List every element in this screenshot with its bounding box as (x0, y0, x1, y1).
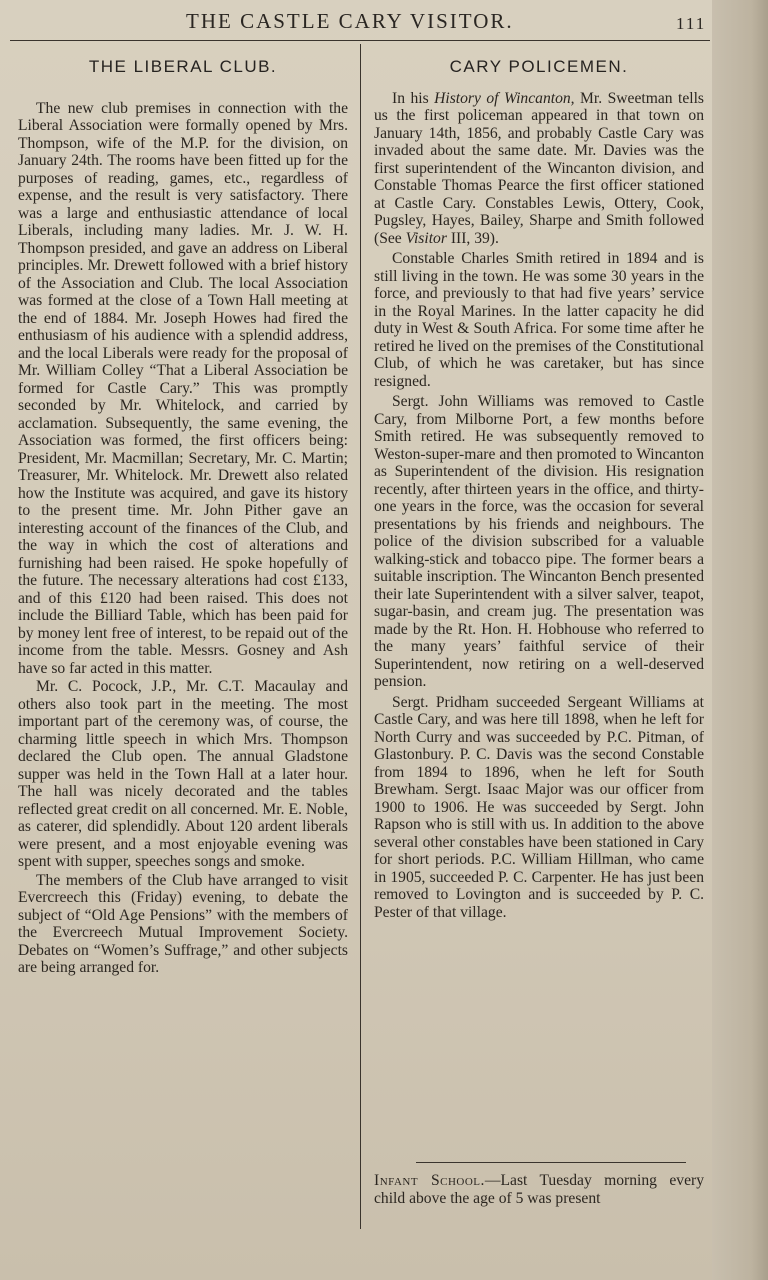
article-paragraph: The new club premises in connection with the Liberal Association were formally opened by Mrs. Thompson, wife of the M.P. for the division, on January 24th. The rooms have been fitted up for the purposes of reading, games, etc., regardless of expense, and the result is very satisfactory. There was a large and enthusiastic attendance of local Liberals, including many ladies. Mr. J. W. H. Thompson presided, and gave an address on Liberal principles. Mr. Drewett followed with a brief history of the Association and Club. The local Association was formed at the close of a Town Hall meeting at the end of 1884. Mr. Joseph Howes had fired the enthusiasm of his audience with a splendid address, and the local Liberals were ready for the proposal of Mr. William Colley “That a Liberal Association be formed for Castle Cary.” This was promptly seconded by Mr. Whitelock, and carried by acclamation. Subsequently, the same evening, the Association was formed, the first officers being: President, Mr. Macmillan; Secretary, Mr. C. Martin; Treasurer, Mr. Whitelock. Mr. Drewett also related how the Institute was acquired, and gave its history to the present time. Mr. John Pither gave an interesting account of the finances of the Club, and the way in which the cost of alterations and furnishing had been raised. He spoke hopefully of the future. The necessary alterations had cost £133, and of this £120 had been raised. This does not include the Billiard Table, which has been paid for by money lent free of interest, to be repaid out of the income from the table. Messrs. Gosney and Ash have so far acted in this matter. (18, 99, 348, 677)
running-title: THE CASTLE CARY VISITOR. (186, 9, 514, 33)
column-divider (360, 44, 361, 1229)
note-text: —Last Tuesday morning every child above the age of 5 was present (374, 1172, 704, 1207)
article-paragraph: Sergt. John Williams was removed to Castle Cary, from Milborne Port, a few months before Smith retired. He was subsequently removed to Weston-super-mare and then promoted to Wincanton as Superintendent of the division. His resignation recently, after thirteen years in the office, and thirty-one years in the force, was the occasion for several presentations by his friends and neighbours. The police of the division subscribed for a valuable walking-stick and tobacco pipe. The former bears a suitable inscription. The Wincanton Bench presented their late Superintendent with a silver salver, teapot, sugar-basin, and cream jug. The presentation was made by the Rt. Hon. H. Hobhouse who referred to the many years’ faithful service of their Superintendent, now retiring on a well-deserved pension. (374, 393, 704, 690)
article-paragraph: Constable Charles Smith retired in 1894 and is still living in the town. He was some 30 years in the force, and previously to that had five years’ service in the Royal Marines. In the latter capacity he did duty in West & South Africa. For some time after he retired he lived on the premises of the Constitutional Club, of which he was caretaker, but has since resigned. (374, 250, 704, 390)
header-rule (10, 40, 710, 41)
intro-text: Mr. Sweetman tells us the first policeman appeared in that town on January 14th, 1856, and probably Castle Cary was invaded about the same date. Mr. Davies was the first superintendent of the Wincanton division, and Constable Thomas Pearce the first officer stationed at Castle Cary. Constables Lewis, Ottery, Cook, Pugsley, Hayes, Bailey, Sharpe and Smith followed (See (374, 89, 704, 247)
intro-text: III, 39). (446, 229, 499, 247)
book-title: History of Wincanton, (434, 89, 575, 107)
intro-text: In his (392, 89, 435, 107)
liberal-club-article (18, 56, 348, 978)
article-paragraph: The members of the Club have arranged to visit Evercreech this (Friday) evening, to debate the subject of “Old Age Pensions” with the members of the Evercreech Mutual Improvement Society. Debates on “Women’s Suffrage,” and other subjects are being arranged for. (18, 871, 348, 976)
article-intro-paragraph (374, 90, 704, 248)
section-rule (416, 1162, 686, 1163)
article-paragraph: Sergt. Pridham succeeded Sergeant Williams at Castle Cary, and was here till 1898, when he left for North Curry and was succeeded by P.C. Pitman, of Glastonbury. P. C. Davis was the second Constable from 1894 to 1896, when he left for South Brewham. Sergt. Isaac Major was our officer from 1900 to 1906. He was succeeded by Sergt. John Rapson who is still with us. In addition to the above several other constables have been stationed in Cary for short periods. P.C. William Hillman, who came in 1905, succeeded P. C. Carpenter. He has just been removed to Lovington and is succeeded by P. C. Pester of that village. (374, 693, 704, 921)
book-spine-edge (712, 0, 768, 1280)
article-paragraph: Mr. C. Pocock, J.P., Mr. C.T. Macaulay and others also took part in the meeting. The most important part of the ceremony was, of course, the charming little speech in which Mrs. Thompson declared the Club open. The annual Gladstone supper was held in the Town Hall at a later hour. The hall was nicely decorated and the tables reflected great credit on all concerned. Mr. E. Noble, as caterer, did splendidly. About 120 ardent liberals were present, and a most enjoyable evening was spent with supper, speeches songs and smoke. (18, 678, 348, 870)
page-header (0, 0, 768, 44)
infant-school-note (374, 1172, 704, 1207)
note-label: Infant School. (374, 1172, 485, 1189)
liberal-club-title: THE LIBERAL CLUB. (88, 57, 278, 76)
cary-policemen-title: CARY POLICEMEN. (449, 57, 629, 76)
page-number: 111 (676, 14, 707, 33)
cary-policemen-article (374, 56, 704, 924)
visitor-reference: Visitor (405, 229, 447, 247)
